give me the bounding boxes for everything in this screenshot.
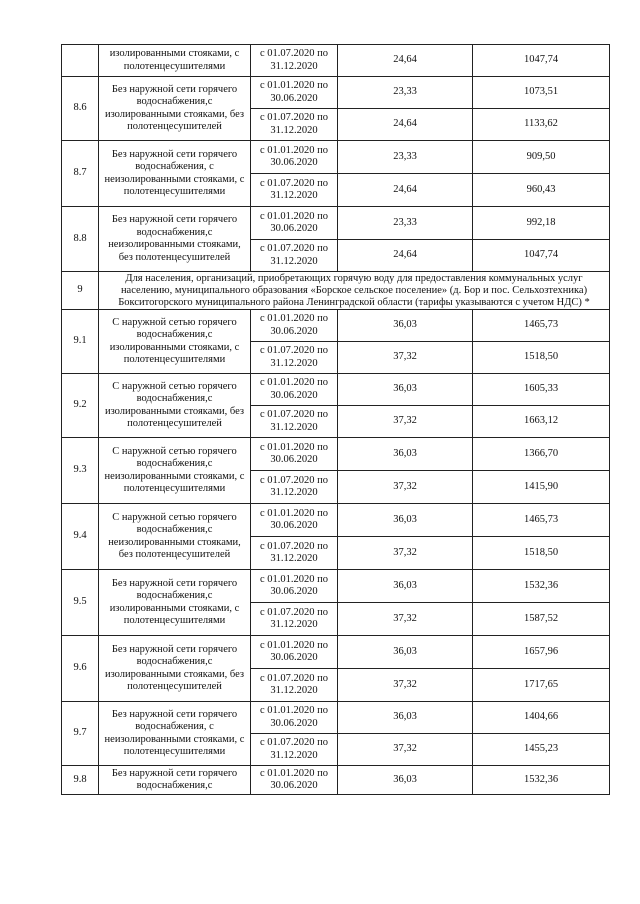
rate-per-person: 1657,96: [473, 636, 610, 669]
period-cell: с 01.07.2020 по 31.12.2020: [251, 406, 338, 438]
rate-per-person: 992,18: [473, 207, 610, 240]
rate-per-m3: 37,32: [338, 406, 473, 438]
row-number: 9.4: [62, 504, 99, 570]
rate-per-m3: 23,33: [338, 141, 473, 174]
period-cell: с 01.01.2020 по 30.06.2020: [251, 766, 338, 795]
row-number: 8.7: [62, 141, 99, 207]
table-row: [62, 438, 610, 471]
period-cell: с 01.07.2020 по 31.12.2020: [251, 342, 338, 374]
period-cell: с 01.01.2020 по 30.06.2020: [251, 374, 338, 406]
rate-per-m3: 36,03: [338, 438, 473, 471]
rate-per-person: 909,50: [473, 141, 610, 174]
rate-per-person: 1465,73: [473, 504, 610, 537]
rate-per-m3: 36,03: [338, 570, 473, 603]
table-row: [62, 45, 610, 77]
rate-per-m3: 23,33: [338, 77, 473, 109]
rate-per-m3: 24,64: [338, 45, 473, 77]
table-row: [62, 77, 610, 109]
table-row: [62, 374, 610, 406]
row-description: изолированными стояками, с полотенцесушителями: [99, 45, 251, 77]
rate-per-person: 1532,36: [473, 766, 610, 795]
row-description: Без наружной сети горячего водоснабжения,с: [99, 766, 251, 795]
rate-per-m3: 36,03: [338, 636, 473, 669]
rate-per-person: 1532,36: [473, 570, 610, 603]
rate-per-person: 1587,52: [473, 603, 610, 636]
rate-per-person: 1047,74: [473, 240, 610, 272]
row-description: Без наружной сети горячего водоснабжения,с изолированными стояками, без полотенцесушителей: [99, 636, 251, 702]
period-cell: с 01.01.2020 по 30.06.2020: [251, 504, 338, 537]
row-number: 9.7: [62, 702, 99, 766]
row-description: Без наружной сети горячего водоснабжения, с неизолированными стояками, с полотенцесушителями: [99, 702, 251, 766]
table-row: [62, 504, 610, 537]
table-row: [62, 310, 610, 342]
row-number: 9: [62, 272, 99, 310]
period-cell: с 01.01.2020 по 30.06.2020: [251, 310, 338, 342]
table-row: [62, 702, 610, 734]
rate-per-person: 1717,65: [473, 669, 610, 702]
period-cell: с 01.07.2020 по 31.12.2020: [251, 109, 338, 141]
row-number: 9.8: [62, 766, 99, 795]
rate-per-person: 1133,62: [473, 109, 610, 141]
table-row: [62, 766, 610, 795]
rate-per-person: 1366,70: [473, 438, 610, 471]
row-number: 9.1: [62, 310, 99, 374]
row-description: С наружной сетью горячего водоснабжения,с неизолированными стояками, без полотенцесушителей: [99, 504, 251, 570]
rate-per-person: 1605,33: [473, 374, 610, 406]
row-number: 9.3: [62, 438, 99, 504]
rate-per-person: 960,43: [473, 174, 610, 207]
rate-per-m3: 24,64: [338, 240, 473, 272]
rate-per-person: 1415,90: [473, 471, 610, 504]
table-row: [62, 636, 610, 669]
rate-per-person: 1465,73: [473, 310, 610, 342]
section-description: Для населения, организаций, приобретающих горячую воду для предоставления коммунальных услуг населению, муниципального образования «Борское сельское поселение» (д. Бор и пос. Сельхозтехника) Бокситогорского муниципального района Ленинградской области (тарифы указываются с учетом НДС) *: [99, 272, 610, 310]
rate-per-m3: 37,32: [338, 603, 473, 636]
row-number: 9.5: [62, 570, 99, 636]
rate-per-m3: 36,03: [338, 504, 473, 537]
rate-per-m3: 23,33: [338, 207, 473, 240]
period-cell: с 01.01.2020 по 30.06.2020: [251, 438, 338, 471]
row-description: Без наружной сети горячего водоснабжения,с изолированными стояками, с полотенцесушителями: [99, 570, 251, 636]
table-row: [62, 570, 610, 603]
row-description: С наружной сетью горячего водоснабжения,с изолированными стояками, без полотенцесушителей: [99, 374, 251, 438]
period-cell: с 01.01.2020 по 30.06.2020: [251, 207, 338, 240]
row-number: 9.6: [62, 636, 99, 702]
period-cell: с 01.07.2020 по 31.12.2020: [251, 537, 338, 570]
row-number: 8.6: [62, 77, 99, 141]
rate-per-person: 1404,66: [473, 702, 610, 734]
rate-per-m3: 37,32: [338, 669, 473, 702]
section-row: [62, 272, 610, 310]
period-cell: с 01.01.2020 по 30.06.2020: [251, 570, 338, 603]
table-row: [62, 141, 610, 174]
rate-per-m3: 37,32: [338, 537, 473, 570]
row-description: Без наружной сети горячего водоснабжения,с неизолированными стояками, без полотенцесушителей: [99, 207, 251, 272]
rate-per-m3: 24,64: [338, 109, 473, 141]
period-cell: с 01.07.2020 по 31.12.2020: [251, 174, 338, 207]
rate-per-m3: 36,03: [338, 374, 473, 406]
row-description: С наружной сетью горячего водоснабжения,с неизолированными стояками, с полотенцесушителями: [99, 438, 251, 504]
rate-per-m3: 37,32: [338, 471, 473, 504]
rate-per-m3: 36,03: [338, 766, 473, 795]
row-description: Без наружной сети горячего водоснабжения, с неизолированными стояками, с полотенцесушителями: [99, 141, 251, 207]
tariff-table: [61, 44, 610, 795]
row-number: [62, 45, 99, 77]
row-number: 8.8: [62, 207, 99, 272]
period-cell: с 01.01.2020 по 30.06.2020: [251, 141, 338, 174]
period-cell: с 01.07.2020 по 31.12.2020: [251, 45, 338, 77]
period-cell: с 01.07.2020 по 31.12.2020: [251, 734, 338, 766]
row-description: С наружной сетью горячего водоснабжения,с изолированными стояками, с полотенцесушителями: [99, 310, 251, 374]
period-cell: с 01.01.2020 по 30.06.2020: [251, 636, 338, 669]
rate-per-person: 1663,12: [473, 406, 610, 438]
period-cell: с 01.07.2020 по 31.12.2020: [251, 603, 338, 636]
row-description: Без наружной сети горячего водоснабжения,с изолированными стояками, без полотенцесушителей: [99, 77, 251, 141]
rate-per-person: 1073,51: [473, 77, 610, 109]
table-row: [62, 207, 610, 240]
rate-per-person: 1518,50: [473, 537, 610, 570]
period-cell: с 01.07.2020 по 31.12.2020: [251, 240, 338, 272]
rate-per-m3: 36,03: [338, 702, 473, 734]
period-cell: с 01.07.2020 по 31.12.2020: [251, 471, 338, 504]
rate-per-person: 1047,74: [473, 45, 610, 77]
period-cell: с 01.01.2020 по 30.06.2020: [251, 702, 338, 734]
rate-per-m3: 37,32: [338, 342, 473, 374]
row-number: 9.2: [62, 374, 99, 438]
period-cell: с 01.01.2020 по 30.06.2020: [251, 77, 338, 109]
rate-per-person: 1518,50: [473, 342, 610, 374]
period-cell: с 01.07.2020 по 31.12.2020: [251, 669, 338, 702]
rate-per-person: 1455,23: [473, 734, 610, 766]
rate-per-m3: 36,03: [338, 310, 473, 342]
rate-per-m3: 24,64: [338, 174, 473, 207]
rate-per-m3: 37,32: [338, 734, 473, 766]
